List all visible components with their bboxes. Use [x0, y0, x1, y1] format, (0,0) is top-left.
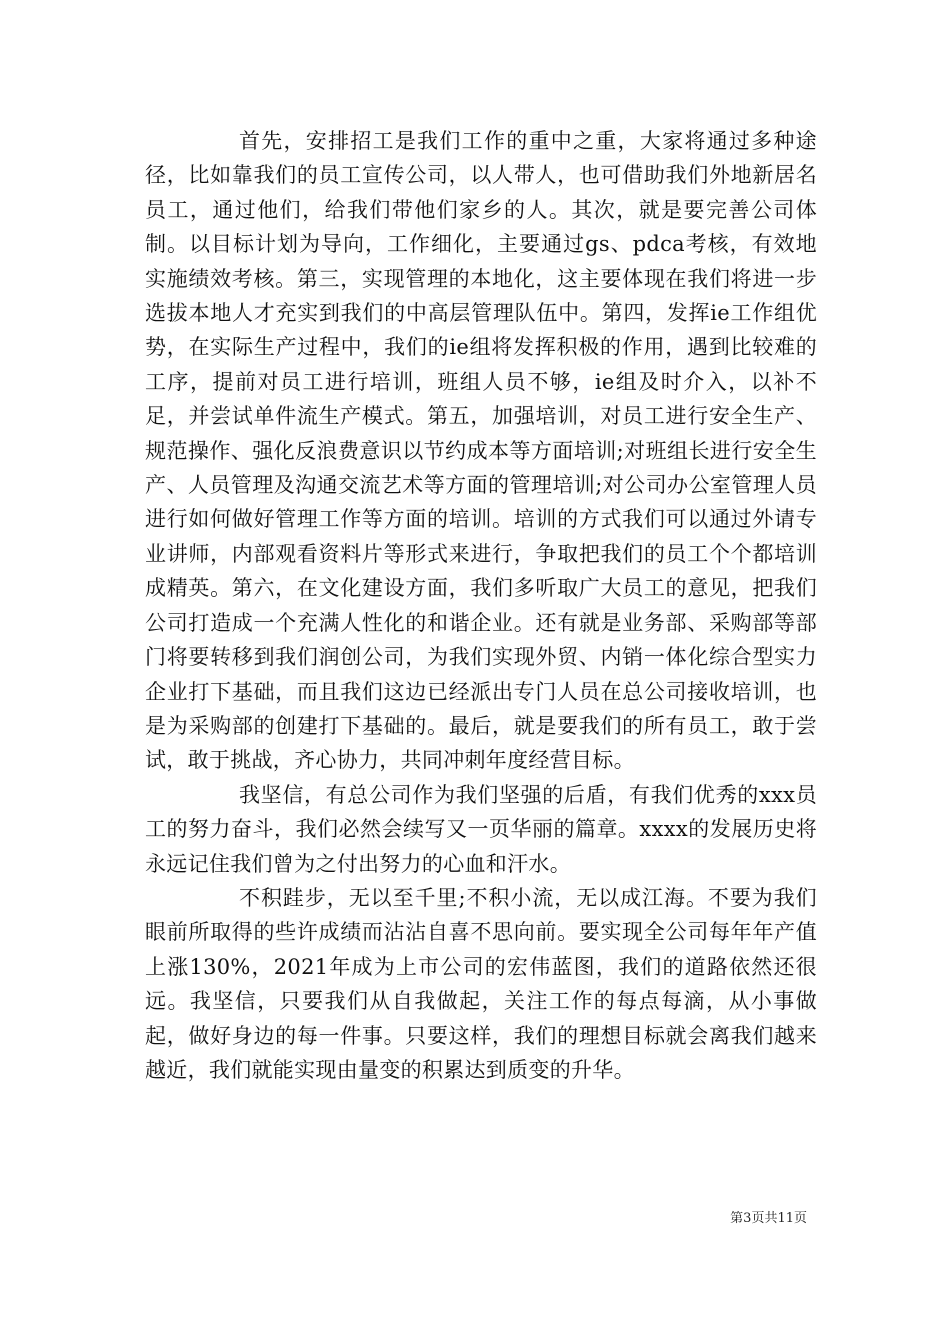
- paragraph-3: 不积跬步，无以至千里;不积小流，无以成江海。不要为我们眼前所取得的些许成绩而沾沾自喜不思向前。要实现全公司每年年产值上涨130%，2021年成为上市公司的宏伟蓝图，我们的道路依然还很远。我坚信，只要我们从自我做起，关注工作的每点每滴，从小事做起，做好身边的每一件事。只要这样，我们的理想目标就会离我们越来越近，我们就能实现由量变的积累达到质变的升华。: [145, 885, 817, 1082]
- paragraph-2: 我坚信，有总公司作为我们坚强的后盾，有我们优秀的xxx员工的努力奋斗，我们必然会续写又一页华丽的篇章。xxxx的发展历史将永远记住我们曾为之付出努力的心血和汗水。: [145, 782, 817, 876]
- body-text: [145, 124, 817, 1087]
- page-number-footer: 第3页共11页: [730, 1211, 807, 1226]
- paragraph-1: 首先，安排招工是我们工作的重中之重，大家将通过多种途径，比如靠我们的员工宣传公司，以人带人，也可借助我们外地新居名员工，通过他们，给我们带他们家乡的人。其次，就是要完善公司体制。以目标计划为导向，工作细化，主要通过gs、pdca考核，有效地实施绩效考核。第三，实现管理的本地化，这主要体现在我们将进一步选拔本地人才充实到我们的中高层管理队伍中。第四，发挥ie工作组优势，在实际生产过程中，我们的ie组将发挥积极的作用，遇到比较难的工序，提前对员工进行培训，班组人员不够，ie组及时介入，以补不足，并尝试单件流生产模式。第五，加强培训，对员工进行安全生产、规范操作、强化反浪费意识以节约成本等方面培训;对班组长进行安全生产、人员管理及沟通交流艺术等方面的管理培训;对公司办公室管理人员进行如何做好管理工作等方面的培训。培训的方式我们可以通过外请专业讲师，内部观看资料片等形式来进行，争取把我们的员工个个都培训成精英。第六，在文化建设方面，我们多听取广大员工的意见，把我们公司打造成一个充满人性化的和谐企业。还有就是业务部、采购部等部门将要转移到我们润创公司，为我们实现外贸、内销一体化综合型实力企业打下基础，而且我们这边已经派出专门人员在总公司接收培训，也是为采购部的创建打下基础的。最后，就是要我们的所有员工，敢于尝试，敢于挑战，齐心协力，共同冲刺年度经营目标。: [145, 129, 817, 773]
